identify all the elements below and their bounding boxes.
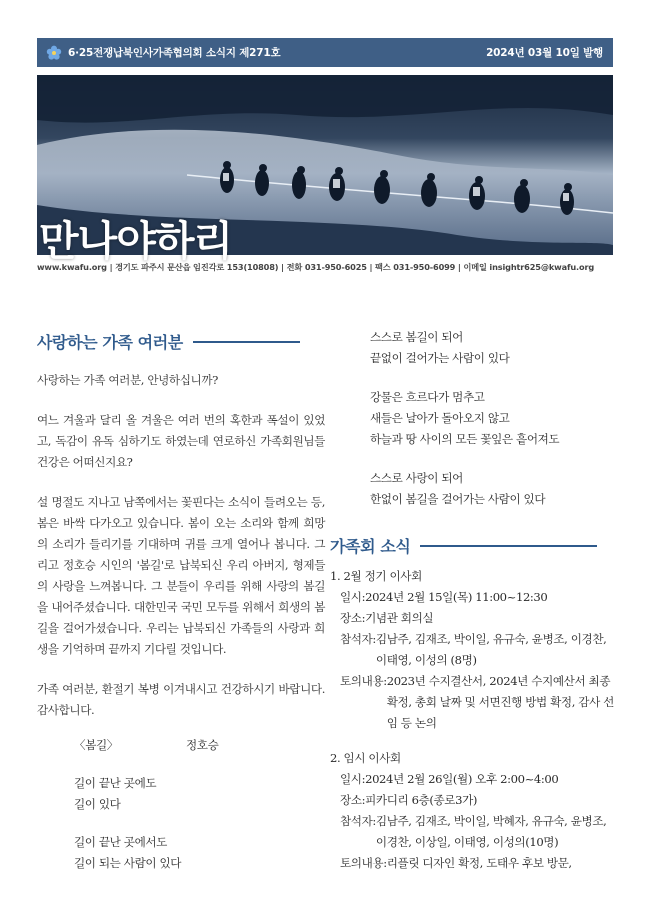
poem-line: 끝없이 걸어가는 사람이 있다 (370, 351, 510, 365)
poem-stanza (74, 832, 325, 874)
poem-continued (330, 327, 615, 510)
right-column (330, 327, 615, 888)
news-detail-row (330, 608, 615, 629)
detail-value: 2024년 2월 15일(목) 11:00~12:30 (365, 590, 548, 604)
publish-date: 2024년 03월 10일 발행 (486, 47, 603, 59)
forget-me-not-flower-icon (46, 45, 62, 61)
detail-value: 2023년 수지결산서, 2024년 수지예산서 최종 확정, 총회 날짜 및 서면진행 방법 확정, 감사 선임 등 논의 (386, 674, 614, 730)
news-item (330, 748, 615, 874)
detail-value: 김남주, 김재조, 박이일, 유규숙, 윤병조, 이경찬, 이태영, 이성의 (8명) (375, 632, 607, 667)
news-detail-row (330, 671, 615, 734)
detail-value: 기념관 회의실 (365, 611, 434, 625)
letter-paragraph: 가족 여러분, 환절기 복병 이겨내시고 건강하시기 바랍니다. 감사합니다. (37, 682, 325, 717)
letter-section-title (37, 328, 325, 356)
news-detail-row (330, 790, 615, 811)
poem-line: 길이 되는 사람이 있다 (74, 856, 182, 870)
title-underline (193, 341, 300, 343)
detail-value: 피카디리 6층(종로3가) (365, 793, 477, 807)
poem-author: 정호승 (186, 738, 219, 752)
detail-key: 장소: (340, 793, 366, 807)
letter-paragraph: 여느 겨울과 달리 올 겨울은 여러 번의 혹한과 폭설이 있었고, 독감이 유독 심하기도 하였는데 연로하신 가족회원님들 건강은 어떠신지요? (37, 413, 325, 469)
detail-key: 장소: (340, 611, 366, 625)
news-list (330, 566, 615, 874)
letter-title-text: 사랑하는 가족 여러분 (37, 332, 183, 352)
poem-stanza (370, 468, 615, 510)
poem-line: 새들은 날아가 돌아오지 않고 (370, 411, 510, 425)
poem-line: 길이 있다 (74, 797, 121, 811)
contact-info-line: www.kwafu.org | 경기도 파주시 문산읍 임진각로 153(10808) | 전화 031-950-6025 | 팩스 031-950-6099 | 이메일 insightr625@kwafu.org (37, 262, 595, 272)
detail-key: 토의내용: (340, 674, 387, 688)
poem-title: 〈봄길〉 (74, 738, 118, 752)
poem-line: 강물은 흐르다가 멈추고 (370, 390, 485, 404)
news-item-heading: 2. 임시 이사회 (330, 751, 401, 765)
detail-value: 2024년 2월 26일(월) 오후 2:00~4:00 (365, 772, 559, 786)
letter-paragraph: 설 명절도 지나고 남쪽에서는 꽃핀다는 소식이 들려오는 등, 봄은 바싹 다가오고 있습니다. 봄이 오는 소리와 함께 희망의 소리가 들리기를 기대하며 귀를 크게 열어나 봅니다. 그리고 정호승 시인의 '봄길'로 납북되신 우리 아버지, 형제들의 사랑을 느껴봅니다. 그 분들이 우리를 위해 사랑의 봄길을 내어주셨습니다. 대한민국 국민 모두를 위해서 희생의 봄길을 걸어가셨습니다. 우리는 납북되신 가족들의 사랑과 희생을 기억하며 끝까지 기다릴 것입니다. (37, 495, 325, 656)
poem-line: 스스로 봄길이 되어 (370, 330, 463, 344)
detail-key: 토의내용: (340, 856, 387, 870)
detail-key: 일시: (340, 590, 366, 604)
detail-key: 참석자: (340, 632, 376, 646)
detail-value: 리플릿 디자인 확정, 도태우 후보 방문, (386, 856, 572, 870)
newsletter-header-bar (37, 38, 613, 67)
poem-line: 하늘과 땅 사이의 모든 꽃잎은 흩어져도 (370, 432, 560, 446)
poem-heading (74, 735, 325, 756)
detail-key: 일시: (340, 772, 366, 786)
news-detail-row (330, 769, 615, 790)
poem-line: 길이 끝난 곳에도 (74, 776, 157, 790)
letter-paragraph: 사랑하는 가족 여러분, 안녕하십니까? (37, 373, 218, 387)
news-title-text: 가족회 소식 (330, 536, 411, 556)
poem-block (37, 735, 325, 874)
poem-line: 길이 끝난 곳에서도 (74, 835, 167, 849)
poem-stanza (74, 773, 325, 815)
news-item (330, 566, 615, 734)
poem-line: 스스로 사랑이 되어 (370, 471, 463, 485)
newsletter-issue-label: 6·25전쟁납북인사가족협의회 소식지 제271호 (68, 47, 281, 59)
detail-key: 참석자: (340, 814, 376, 828)
letter-column (37, 328, 325, 891)
newsletter-masthead-title: 만나야하리 (39, 217, 233, 265)
news-detail-row (330, 853, 615, 874)
poem-line: 한없이 봄길을 걸어가는 사람이 있다 (370, 492, 546, 506)
title-underline (420, 545, 597, 547)
news-detail-row (330, 587, 615, 608)
poem-stanza (370, 327, 615, 369)
news-detail-row (330, 811, 615, 853)
poem-stanza (370, 387, 615, 450)
detail-value: 김남주, 김재조, 박이일, 박혜자, 유규숙, 윤병조, 이경찬, 이상일, 이태영, 이성의(10명) (375, 814, 607, 849)
news-section-title (330, 532, 615, 560)
news-detail-row (330, 629, 615, 671)
news-item-heading: 1. 2월 정기 이사회 (330, 569, 422, 583)
